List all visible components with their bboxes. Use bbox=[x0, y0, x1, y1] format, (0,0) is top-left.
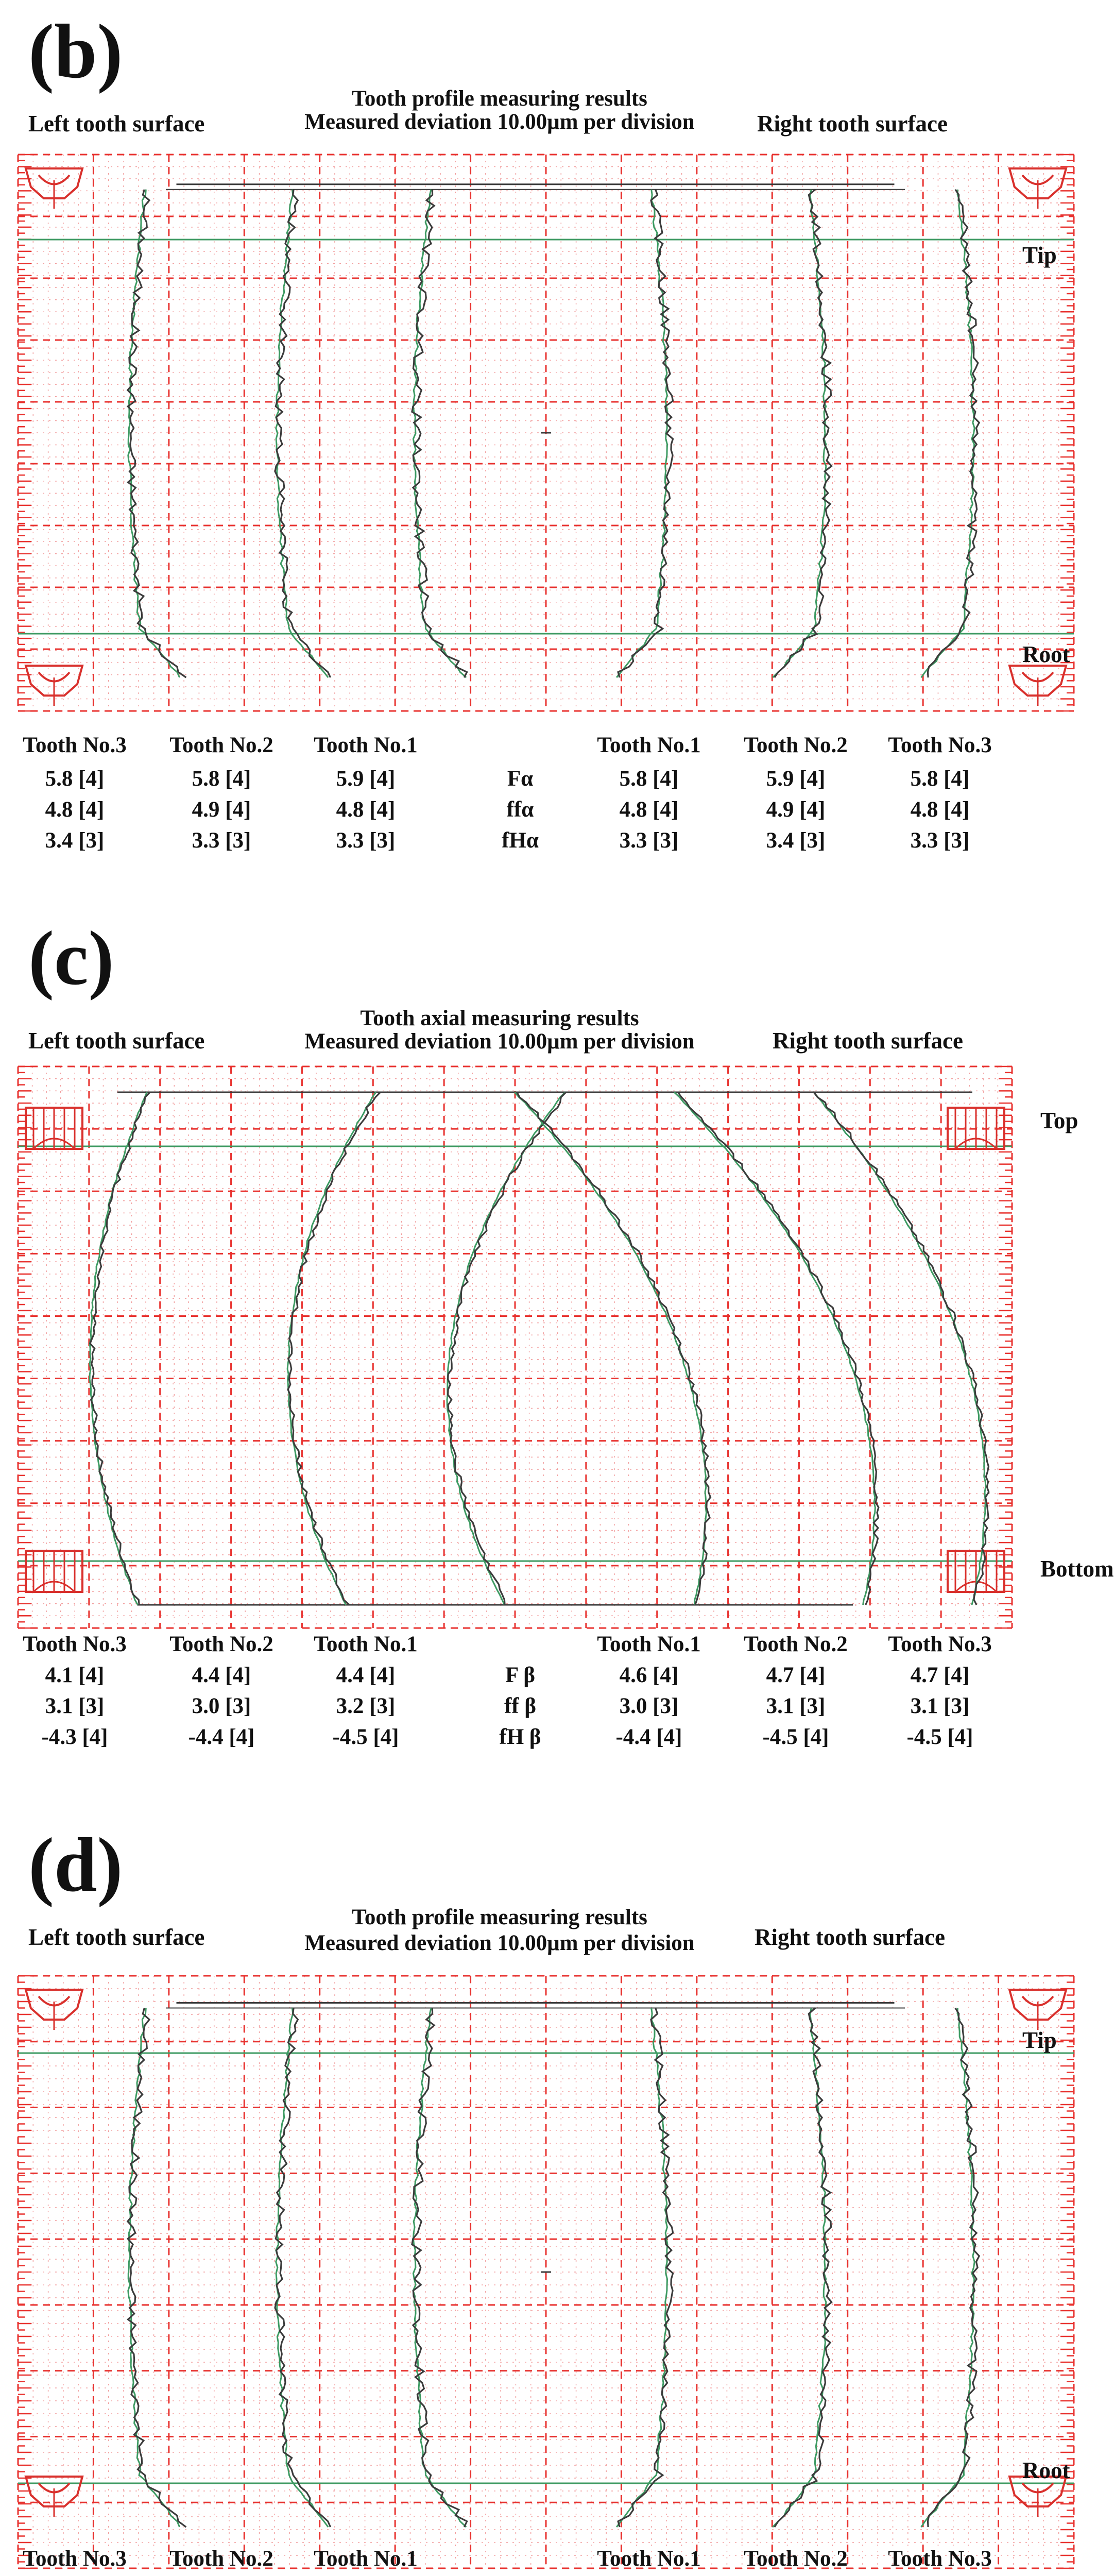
chart-title: Tooth profile measuring results bbox=[352, 1905, 647, 1929]
bottom-marker-label: Bottom bbox=[1040, 1556, 1114, 1582]
metric-value-left: 3.3 [3] bbox=[192, 828, 251, 853]
metric-value-right: -4.4 [4] bbox=[615, 1725, 682, 1749]
metric-value-left: 3.2 [3] bbox=[336, 1694, 396, 1718]
chart-subtitle: Measured deviation 10.00μm per division bbox=[304, 1029, 695, 1054]
metric-value-left: 5.9 [4] bbox=[336, 767, 396, 791]
metric-value-right: 3.1 [3] bbox=[766, 1694, 826, 1718]
tooth-header-left: Tooth No.2 bbox=[169, 733, 273, 757]
right-surface-label: Right tooth surface bbox=[773, 1028, 963, 1054]
gear-icon-bottom-right bbox=[1009, 666, 1066, 706]
metric-value-left: 4.8 [4] bbox=[336, 798, 396, 822]
tooth-header-right: Tooth No.2 bbox=[744, 1632, 848, 1656]
gear-icon-top-left bbox=[26, 1108, 82, 1149]
metric-value-right: 4.7 [4] bbox=[910, 1663, 970, 1687]
metric-value-left: 3.3 [3] bbox=[336, 828, 396, 853]
metric-value-left: 5.8 [4] bbox=[45, 767, 105, 791]
nominal-trace bbox=[814, 1092, 986, 1605]
chart-subtitle: Measured deviation 10.00μm per division bbox=[304, 110, 695, 134]
gear-icon-top-left bbox=[26, 1990, 82, 2030]
metric-value-left: 4.4 [4] bbox=[192, 1663, 251, 1687]
tooth-header-left: Tooth No.3 bbox=[23, 2547, 127, 2571]
panel-label: (c) bbox=[28, 916, 114, 1001]
metric-value-left: -4.3 [4] bbox=[41, 1725, 108, 1749]
measured-trace bbox=[275, 2008, 331, 2528]
nominal-trace bbox=[921, 190, 975, 677]
panel-label: (b) bbox=[28, 9, 123, 94]
metric-value-left: 4.9 [4] bbox=[192, 798, 251, 822]
tooth-header-right: Tooth No.2 bbox=[744, 2547, 848, 2571]
metric-value-left: 3.1 [3] bbox=[45, 1694, 105, 1718]
metric-value-left: 5.8 [4] bbox=[192, 767, 251, 791]
metric-value-left: 4.1 [4] bbox=[45, 1663, 105, 1687]
tooth-header-left: Tooth No.1 bbox=[314, 1632, 418, 1656]
metric-name: fH β bbox=[499, 1725, 541, 1749]
metric-value-left: 4.8 [4] bbox=[45, 798, 105, 822]
metric-value-right: 3.1 [3] bbox=[910, 1694, 970, 1718]
metric-value-right: 4.8 [4] bbox=[910, 798, 970, 822]
tooth-header-right: Tooth No.1 bbox=[597, 1632, 701, 1656]
gear-icon-bottom-left bbox=[26, 666, 82, 706]
metric-value-right: 5.9 [4] bbox=[766, 767, 826, 791]
top-marker-label: Tip bbox=[1022, 242, 1057, 268]
tooth-header-left: Tooth No.1 bbox=[314, 2547, 418, 2571]
metric-value-right: -4.5 [4] bbox=[762, 1725, 829, 1749]
gear-icon-top-right bbox=[948, 1108, 1004, 1149]
bottom-marker-label: Root bbox=[1022, 641, 1070, 667]
metric-value-right: 3.4 [3] bbox=[766, 828, 826, 853]
measured-trace bbox=[618, 190, 673, 677]
panel-label: (d) bbox=[28, 1822, 123, 1908]
left-surface-label: Left tooth surface bbox=[28, 111, 205, 137]
chart-title: Tooth profile measuring results bbox=[352, 87, 647, 111]
metric-name: fHα bbox=[502, 828, 539, 853]
metric-value-right: -4.5 [4] bbox=[906, 1725, 973, 1749]
metric-value-right: 5.8 [4] bbox=[619, 767, 679, 791]
metric-value-left: -4.4 [4] bbox=[188, 1725, 255, 1749]
tooth-header-left: Tooth No.2 bbox=[169, 1632, 273, 1656]
chart-title: Tooth axial measuring results bbox=[360, 1006, 639, 1030]
metric-name: F β bbox=[505, 1663, 536, 1687]
tooth-header-right: Tooth No.3 bbox=[888, 1632, 992, 1656]
metric-value-right: 5.8 [4] bbox=[910, 767, 970, 791]
measured-trace bbox=[678, 1092, 879, 1605]
measured-trace bbox=[275, 190, 331, 677]
metric-value-right: 4.8 [4] bbox=[619, 798, 679, 822]
bottom-marker-label: Root bbox=[1022, 2458, 1070, 2483]
tooth-header-left: Tooth No.1 bbox=[314, 733, 418, 757]
tooth-header-left: Tooth No.2 bbox=[169, 2547, 273, 2571]
measured-trace bbox=[128, 2008, 186, 2528]
top-marker-label: Tip bbox=[1022, 2027, 1057, 2053]
measured-trace bbox=[775, 2008, 832, 2528]
top-marker-label: Top bbox=[1040, 1108, 1078, 1133]
gear-icon-bottom-left bbox=[26, 1551, 82, 1592]
metric-value-left: 3.4 [3] bbox=[45, 828, 105, 853]
nominal-trace bbox=[447, 1092, 565, 1605]
metric-value-right: 3.0 [3] bbox=[619, 1694, 679, 1718]
gear-icon-top-right bbox=[1009, 1990, 1066, 2030]
metric-value-left: -4.5 [4] bbox=[332, 1725, 399, 1749]
measured-trace bbox=[128, 190, 186, 677]
metric-value-left: 4.4 [4] bbox=[336, 1663, 396, 1687]
nominal-trace bbox=[616, 2008, 667, 2528]
measured-trace bbox=[412, 2008, 467, 2528]
measured-trace bbox=[618, 2008, 673, 2528]
chart-subtitle: Measured deviation 10.00μm per division bbox=[304, 1931, 695, 1955]
metric-value-right: 4.6 [4] bbox=[619, 1663, 679, 1687]
measured-trace bbox=[448, 1092, 566, 1605]
metric-value-right: 4.9 [4] bbox=[766, 798, 826, 822]
tooth-header-right: Tooth No.3 bbox=[888, 733, 992, 757]
right-surface-label: Right tooth surface bbox=[755, 1924, 945, 1950]
metric-value-right: 3.3 [3] bbox=[910, 828, 970, 853]
tooth-header-right: Tooth No.3 bbox=[888, 2547, 992, 2571]
metric-value-left: 3.0 [3] bbox=[192, 1694, 251, 1718]
nominal-trace bbox=[90, 1092, 147, 1605]
tooth-header-left: Tooth No.3 bbox=[23, 1632, 127, 1656]
metric-name: Fα bbox=[507, 767, 534, 791]
measured-trace bbox=[90, 1092, 150, 1605]
tooth-header-right: Tooth No.2 bbox=[744, 733, 848, 757]
metric-name: ffα bbox=[506, 798, 534, 822]
nominal-trace bbox=[515, 1092, 706, 1605]
metric-value-right: 4.7 [4] bbox=[766, 1663, 826, 1687]
plot-grid-1 bbox=[18, 1066, 1012, 1628]
metric-name: ff β bbox=[504, 1694, 537, 1718]
left-surface-label: Left tooth surface bbox=[28, 1028, 205, 1054]
metric-value-right: 3.3 [3] bbox=[619, 828, 679, 853]
measured-trace bbox=[775, 190, 832, 677]
tooth-header-right: Tooth No.1 bbox=[597, 733, 701, 757]
left-surface-label: Left tooth surface bbox=[28, 1924, 205, 1950]
tooth-header-right: Tooth No.1 bbox=[597, 2547, 701, 2571]
tooth-header-left: Tooth No.3 bbox=[23, 733, 127, 757]
measured-trace bbox=[517, 1092, 711, 1605]
measured-trace bbox=[412, 190, 467, 677]
nominal-trace bbox=[616, 190, 667, 677]
nominal-trace bbox=[287, 1092, 376, 1605]
right-surface-label: Right tooth surface bbox=[757, 111, 948, 137]
nominal-trace bbox=[921, 2008, 975, 2528]
